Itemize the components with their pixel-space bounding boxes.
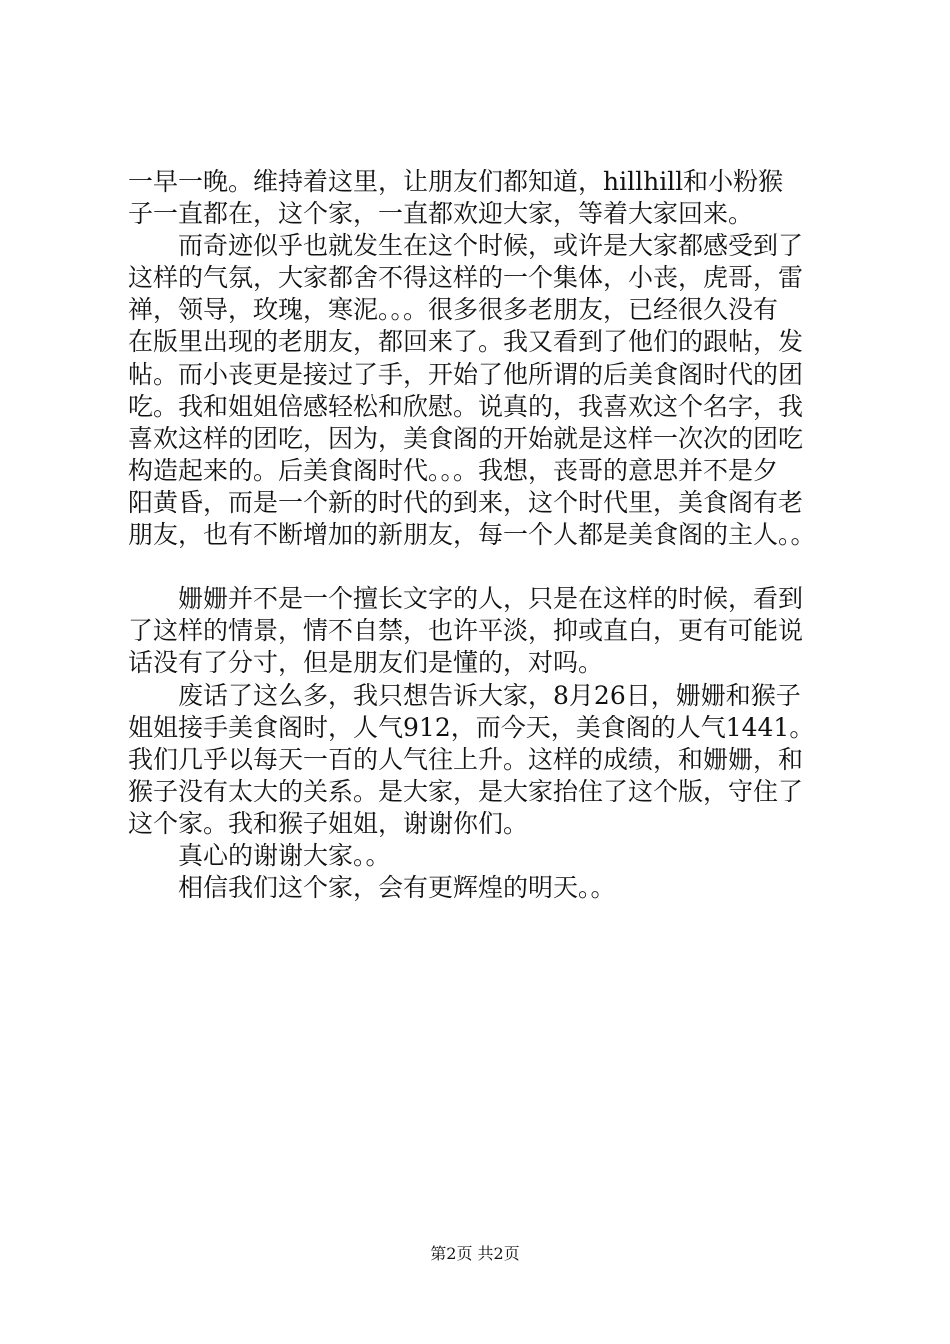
text-line: 禅，领导，玫瑰，寒泥。。。很多很多老朋友，已经很久没有 (128, 295, 779, 325)
text-line: 我们几乎以每天一百的人气往上升。这样的成绩，和姗姗，和 (128, 744, 804, 774)
text-line: 真心的谢谢大家。。 (128, 840, 391, 870)
text-line: 而奇迹似乎也就发生在这个时候，或许是大家都感受到了 (128, 231, 804, 261)
text-line: 姐姐接手美食阁时，人气912，而今天，美食阁的人气1441。 (128, 712, 815, 742)
text-line: 姗姗并不是一个擅长文字的人，只是在这样的时候，看到 (128, 584, 804, 614)
text-line: 在版里出现的老朋友，都回来了。我又看到了他们的跟帖，发 (128, 327, 804, 357)
text-line: 相信我们这个家，会有更辉煌的明天。。 (128, 873, 616, 903)
text-line: 这个家。我和猴子姐姐，谢谢你们。 (128, 808, 529, 838)
text-line: 话没有了分寸，但是朋友们是懂的，对吗。 (128, 648, 604, 678)
text-line: 喜欢这样的团吃，因为，美食阁的开始就是这样一次次的团吃 (128, 423, 804, 453)
body-text (128, 166, 848, 904)
text-line: 帖。而小丧更是接过了手，开始了他所谓的后美食阁时代的团 (128, 359, 804, 389)
text-line: 了这样的情景，情不自禁，也许平淡，抑或直白，更有可能说 (128, 616, 804, 646)
text-line: 阳黄昏，而是一个新的时代的到来，这个时代里，美食阁有老 (128, 487, 804, 517)
text-line: 吃。我和姐姐倍感轻松和欣慰。说真的，我喜欢这个名字，我 (128, 391, 804, 421)
text-line: 构造起来的。后美食阁时代。。。我想，丧哥的意思并不是夕 (128, 455, 779, 485)
text-line: 废话了这么多，我只想告诉大家，8月26日，姗姗和猴子 (128, 680, 801, 710)
page-number-label: 第2页 共2页 (430, 1244, 520, 1263)
paragraph-gap (128, 551, 848, 583)
text-line: 这样的气氛，大家都舍不得这样的一个集体，小丧，虎哥，雷 (128, 263, 804, 293)
text-line: 猴子没有太大的关系。是大家，是大家抬住了这个版，守住了 (128, 776, 804, 806)
text-line: 一早一晚。维持着这里，让朋友们都知道，hillhill和小粉猴 (128, 167, 784, 196)
text-line: 朋友，也有不断增加的新朋友，每一个人都是美食阁的主人。。 (128, 520, 816, 550)
page-footer (0, 1242, 950, 1266)
text-line: 子一直都在，这个家，一直都欢迎大家，等着大家回来。 (128, 199, 754, 229)
